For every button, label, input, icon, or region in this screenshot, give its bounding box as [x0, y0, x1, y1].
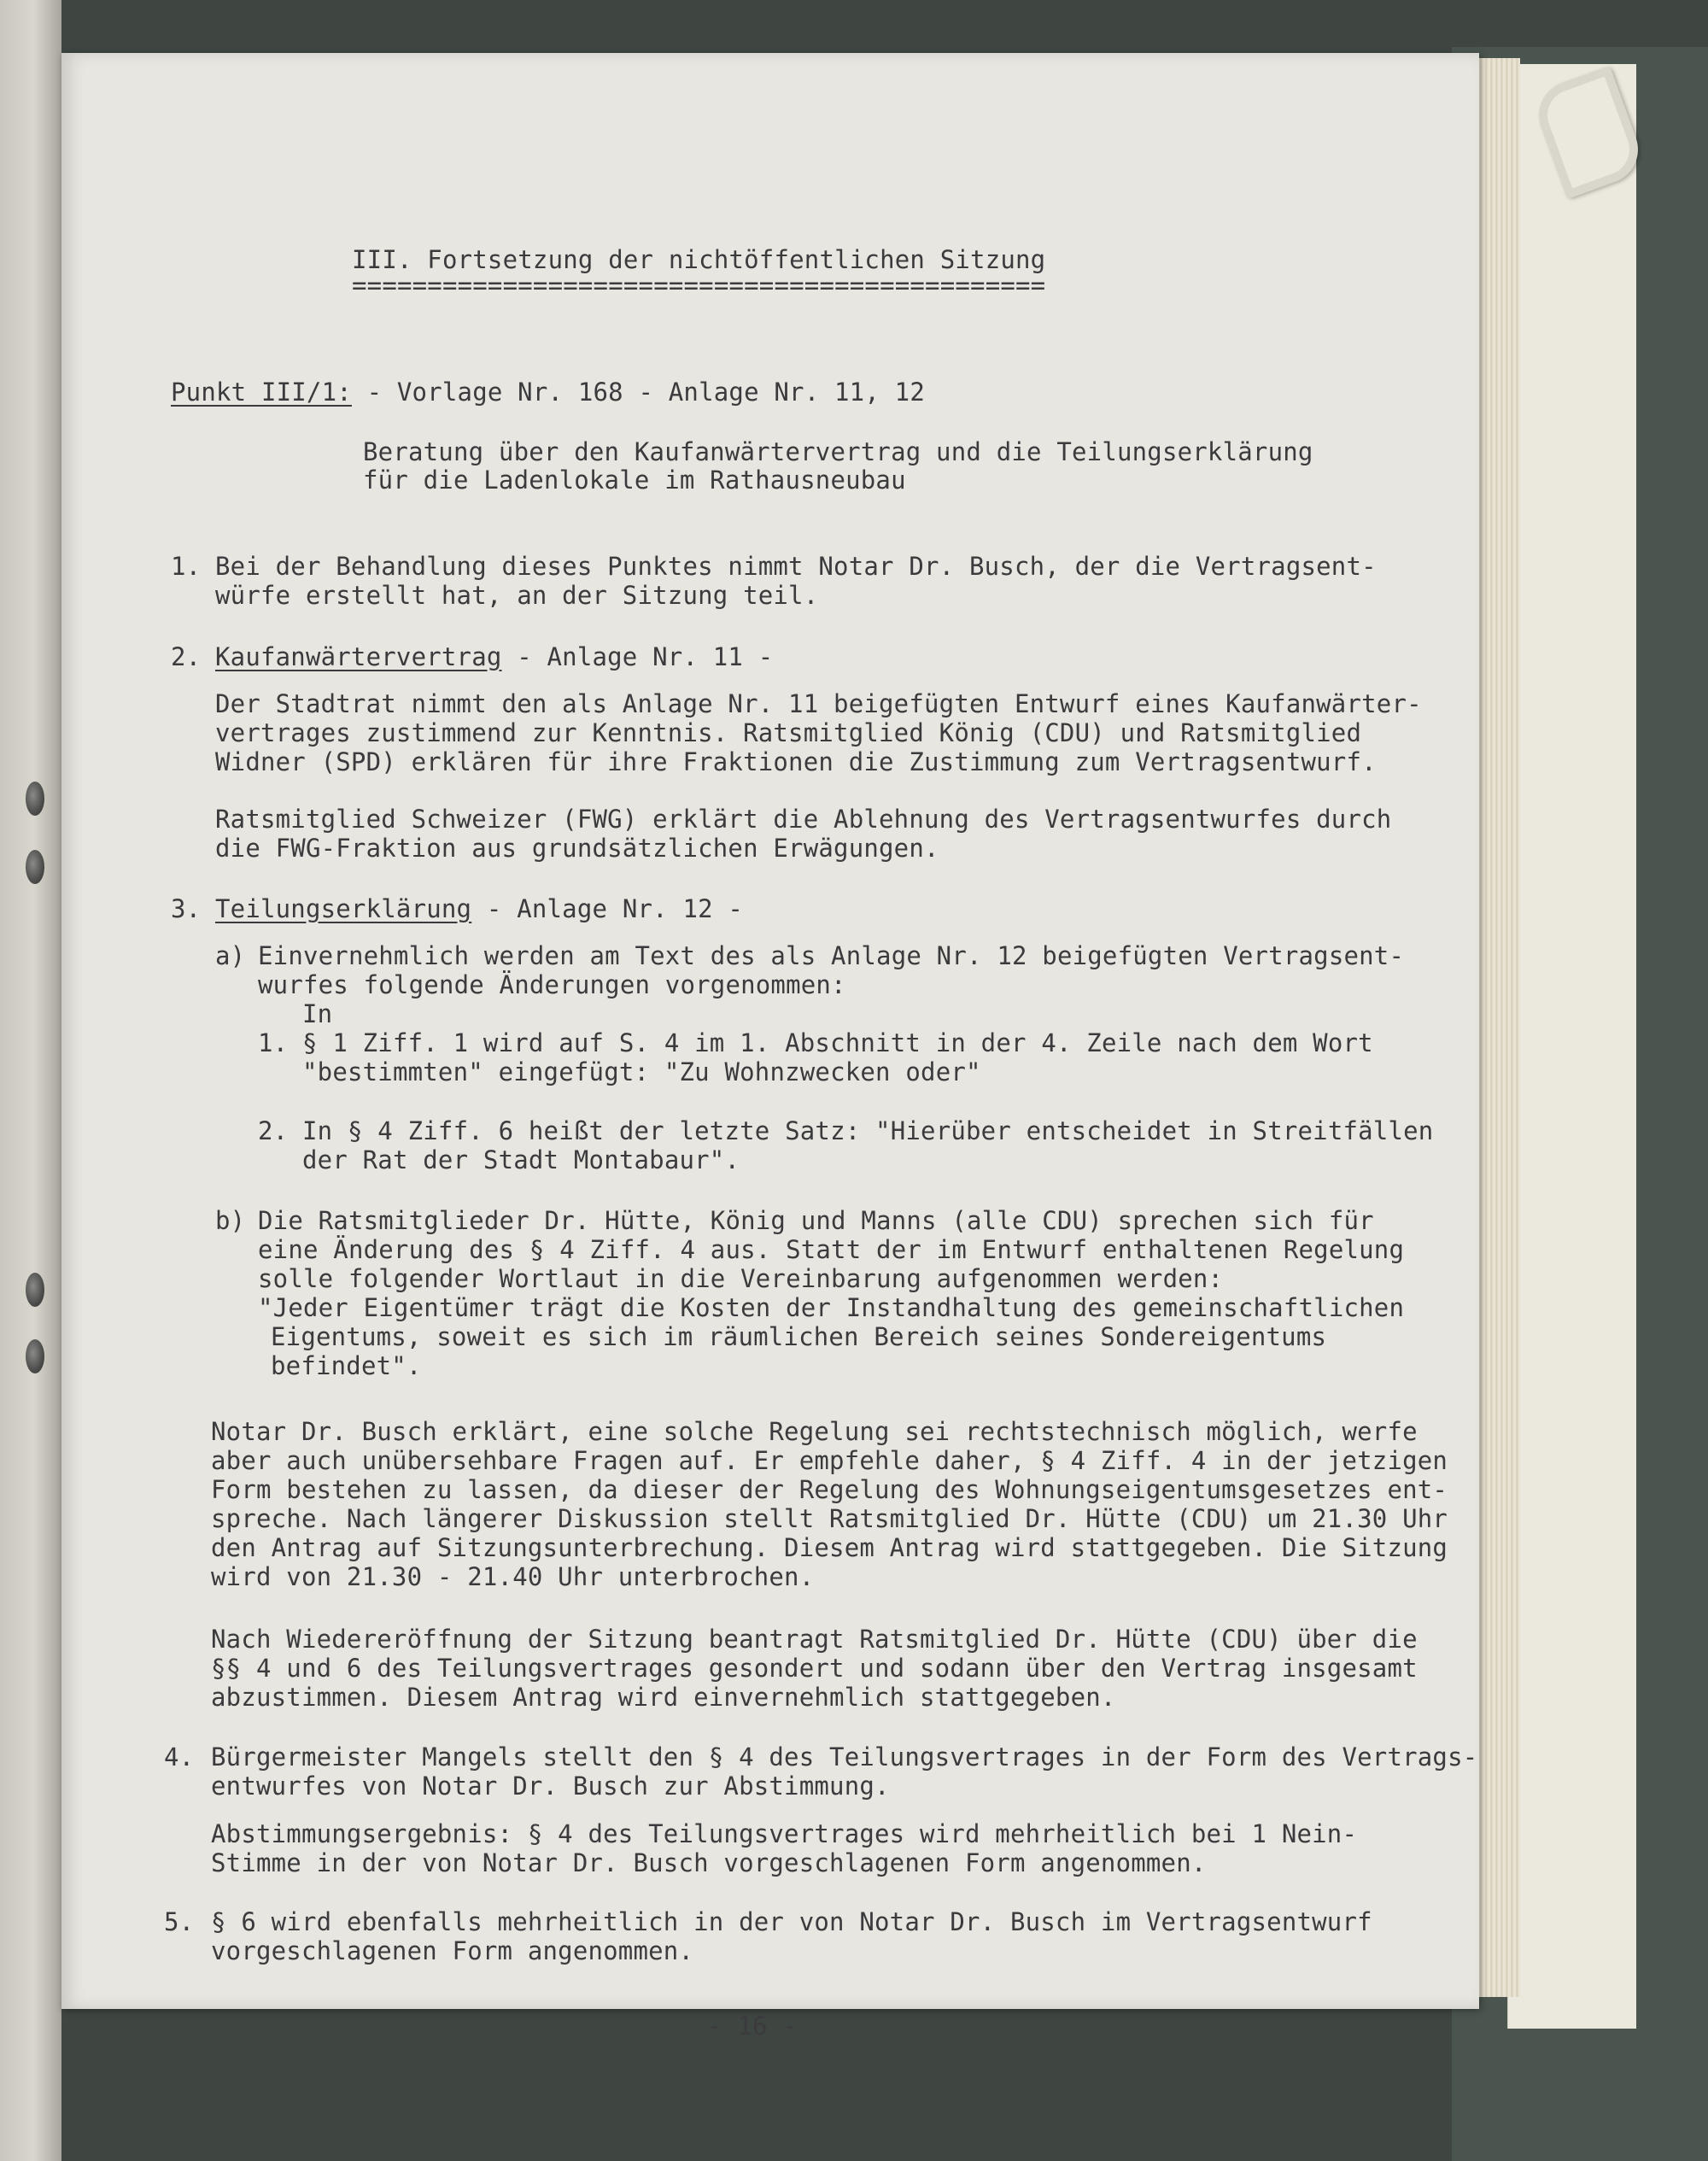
- paragraph-line: Stimme in der von Notar Dr. Busch vorgeschlagenen Form angenommen.: [211, 1848, 1207, 1877]
- paragraph-line: aber auch unübersehbare Fragen auf. Er empfehle daher, § 4 Ziff. 4 in der jetzigen: [211, 1446, 1448, 1475]
- agenda-subject: für die Ladenlokale im Rathausneubau: [363, 466, 906, 495]
- quoted-line: befindet".: [271, 1351, 422, 1380]
- item-heading-ref: - Anlage Nr. 12 -: [471, 894, 744, 923]
- paragraph-line: wird von 21.30 - 21.40 Uhr unterbrochen.: [211, 1562, 815, 1591]
- paragraph-line: Der Stadtrat nimmt den als Anlage Nr. 11 beigefügten Entwurf eines Kaufanwärter-: [215, 689, 1422, 718]
- paragraph-line: Bürgermeister Mangels stellt den § 4 des Teilungsvertrages in der Form des Vertrags-: [211, 1742, 1478, 1772]
- item-number: 5.: [164, 1907, 195, 1936]
- paragraph-line: Notar Dr. Busch erklärt, eine solche Regelung sei rechtstechnisch möglich, werfe: [211, 1417, 1418, 1446]
- agenda-item-line: [171, 378, 925, 407]
- paragraph-line: In § 4 Ziff. 6 heißt der letzte Satz: "Hierüber entscheidet in Streitfällen: [302, 1116, 1434, 1145]
- paragraph-line: abzustimmen. Diesem Antrag wird einvernehmlich stattgegeben.: [211, 1683, 1116, 1712]
- binder-hole: [26, 782, 44, 816]
- paragraph-line: vertrages zustimmend zur Kenntnis. Ratsmitglied König (CDU) und Ratsmitglied: [215, 718, 1362, 747]
- sub-item-number: 2.: [258, 1116, 289, 1145]
- item-heading-ref: - Anlage Nr. 11 -: [501, 642, 774, 671]
- paragraph-line: § 6 wird ebenfalls mehrheitlich in der von Notar Dr. Busch im Vertragsentwurf: [211, 1907, 1372, 1936]
- quoted-line: "Jeder Eigentümer trägt die Kosten der Instandhaltung des gemeinschaftlichen: [258, 1293, 1405, 1322]
- item-number: 4.: [164, 1742, 195, 1772]
- item-number: 2.: [171, 642, 202, 671]
- paragraph-line: Einvernehmlich werden am Text des als Anlage Nr. 12 beigefügten Vertragsent-: [258, 941, 1405, 970]
- paragraph-line: entwurfes von Notar Dr. Busch zur Abstimmung.: [211, 1772, 890, 1801]
- item-heading-title: Teilungserklärung: [215, 894, 472, 923]
- binder-left-edge: [0, 0, 61, 2161]
- paragraph-line: In: [302, 999, 333, 1028]
- paragraph-line: Ratsmitglied Schweizer (FWG) erklärt die Ablehnung des Vertragsentwurfes durch: [215, 805, 1392, 834]
- agenda-item-ref: - Vorlage Nr. 168 - Anlage Nr. 11, 12: [351, 378, 925, 407]
- item-heading: [215, 642, 773, 671]
- paragraph-line: Bei der Behandlung dieses Punktes nimmt Notar Dr. Busch, der die Vertragsent-: [215, 552, 1377, 581]
- paragraph-line: die FWG-Fraktion aus grundsätzlichen Erwägungen.: [215, 834, 939, 863]
- page-stack-edge: [1477, 58, 1520, 1997]
- paragraph-line: § 1 Ziff. 1 wird auf S. 4 im 1. Abschnitt in der 4. Zeile nach dem Wort: [302, 1028, 1373, 1057]
- paragraph-line: solle folgender Wortlaut in die Vereinbarung aufgenommen werden:: [258, 1264, 1224, 1293]
- sub-item-label: a): [215, 941, 246, 970]
- quoted-line: Eigentums, soweit es sich im räumlichen Bereich seines Sondereigentums: [271, 1322, 1327, 1351]
- paragraph-line: "bestimmten" eingefügt: "Zu Wohnzwecken oder": [302, 1057, 981, 1086]
- paragraph-line: vorgeschlagenen Form angenommen.: [211, 1936, 694, 1965]
- item-heading-title: Kaufanwärtervertrag: [215, 642, 502, 671]
- item-heading: [215, 894, 743, 923]
- back-sheet: [1507, 64, 1636, 2029]
- agenda-subject: Beratung über den Kaufanwärtervertrag und die Teilungserklärung: [363, 437, 1313, 466]
- section-heading: III. Fortsetzung der nichtöffentlichen Sitzung: [352, 245, 1046, 274]
- paragraph-line: Widner (SPD) erklären für ihre Fraktionen die Zustimmung zum Vertragsentwurf.: [215, 747, 1377, 776]
- agenda-item-label: Punkt III/1:: [171, 378, 352, 407]
- paragraph-line: Die Ratsmitglieder Dr. Hütte, König und Manns (alle CDU) sprechen sich für: [258, 1206, 1374, 1235]
- item-number: 1.: [171, 552, 202, 581]
- heading-rule: ==============================================: [352, 271, 1046, 300]
- paragraph-line: eine Änderung des § 4 Ziff. 4 aus. Statt der im Entwurf enthaltenen Regelung: [258, 1235, 1405, 1264]
- paragraph-line: spreche. Nach längerer Diskussion stellt Ratsmitglied Dr. Hütte (CDU) um 21.30 Uhr: [211, 1504, 1448, 1533]
- page-number: - 16 -: [707, 2012, 798, 2041]
- binder-hole: [26, 1273, 44, 1307]
- paragraph-line: wurfes folgende Änderungen vorgenommen:: [258, 970, 846, 999]
- paragraph-line: Nach Wiedereröffnung der Sitzung beantragt Ratsmitglied Dr. Hütte (CDU) über die: [211, 1625, 1418, 1654]
- paragraph-line: der Rat der Stadt Montabaur".: [302, 1145, 740, 1174]
- sub-item-label: b): [215, 1206, 246, 1235]
- paragraph-line: §§ 4 und 6 des Teilungsvertrages gesondert und sodann über den Vertrag insgesamt: [211, 1654, 1418, 1683]
- paragraph-line: Form bestehen zu lassen, da dieser der Regelung des Wohnungseigentumsgesetzes ent-: [211, 1475, 1448, 1504]
- sub-item-number: 1.: [258, 1028, 289, 1057]
- binder-hole: [26, 1339, 44, 1373]
- item-number: 3.: [171, 894, 202, 923]
- paragraph-line: Abstimmungsergebnis: § 4 des Teilungsvertrages wird mehrheitlich bei 1 Nein-: [211, 1819, 1358, 1848]
- paragraph-line: den Antrag auf Sitzungsunterbrechung. Diesem Antrag wird stattgegeben. Die Sitzung: [211, 1533, 1448, 1562]
- binder-hole: [26, 850, 44, 884]
- document-page: [61, 53, 1479, 2009]
- paragraph-line: würfe erstellt hat, an der Sitzung teil.: [215, 581, 819, 610]
